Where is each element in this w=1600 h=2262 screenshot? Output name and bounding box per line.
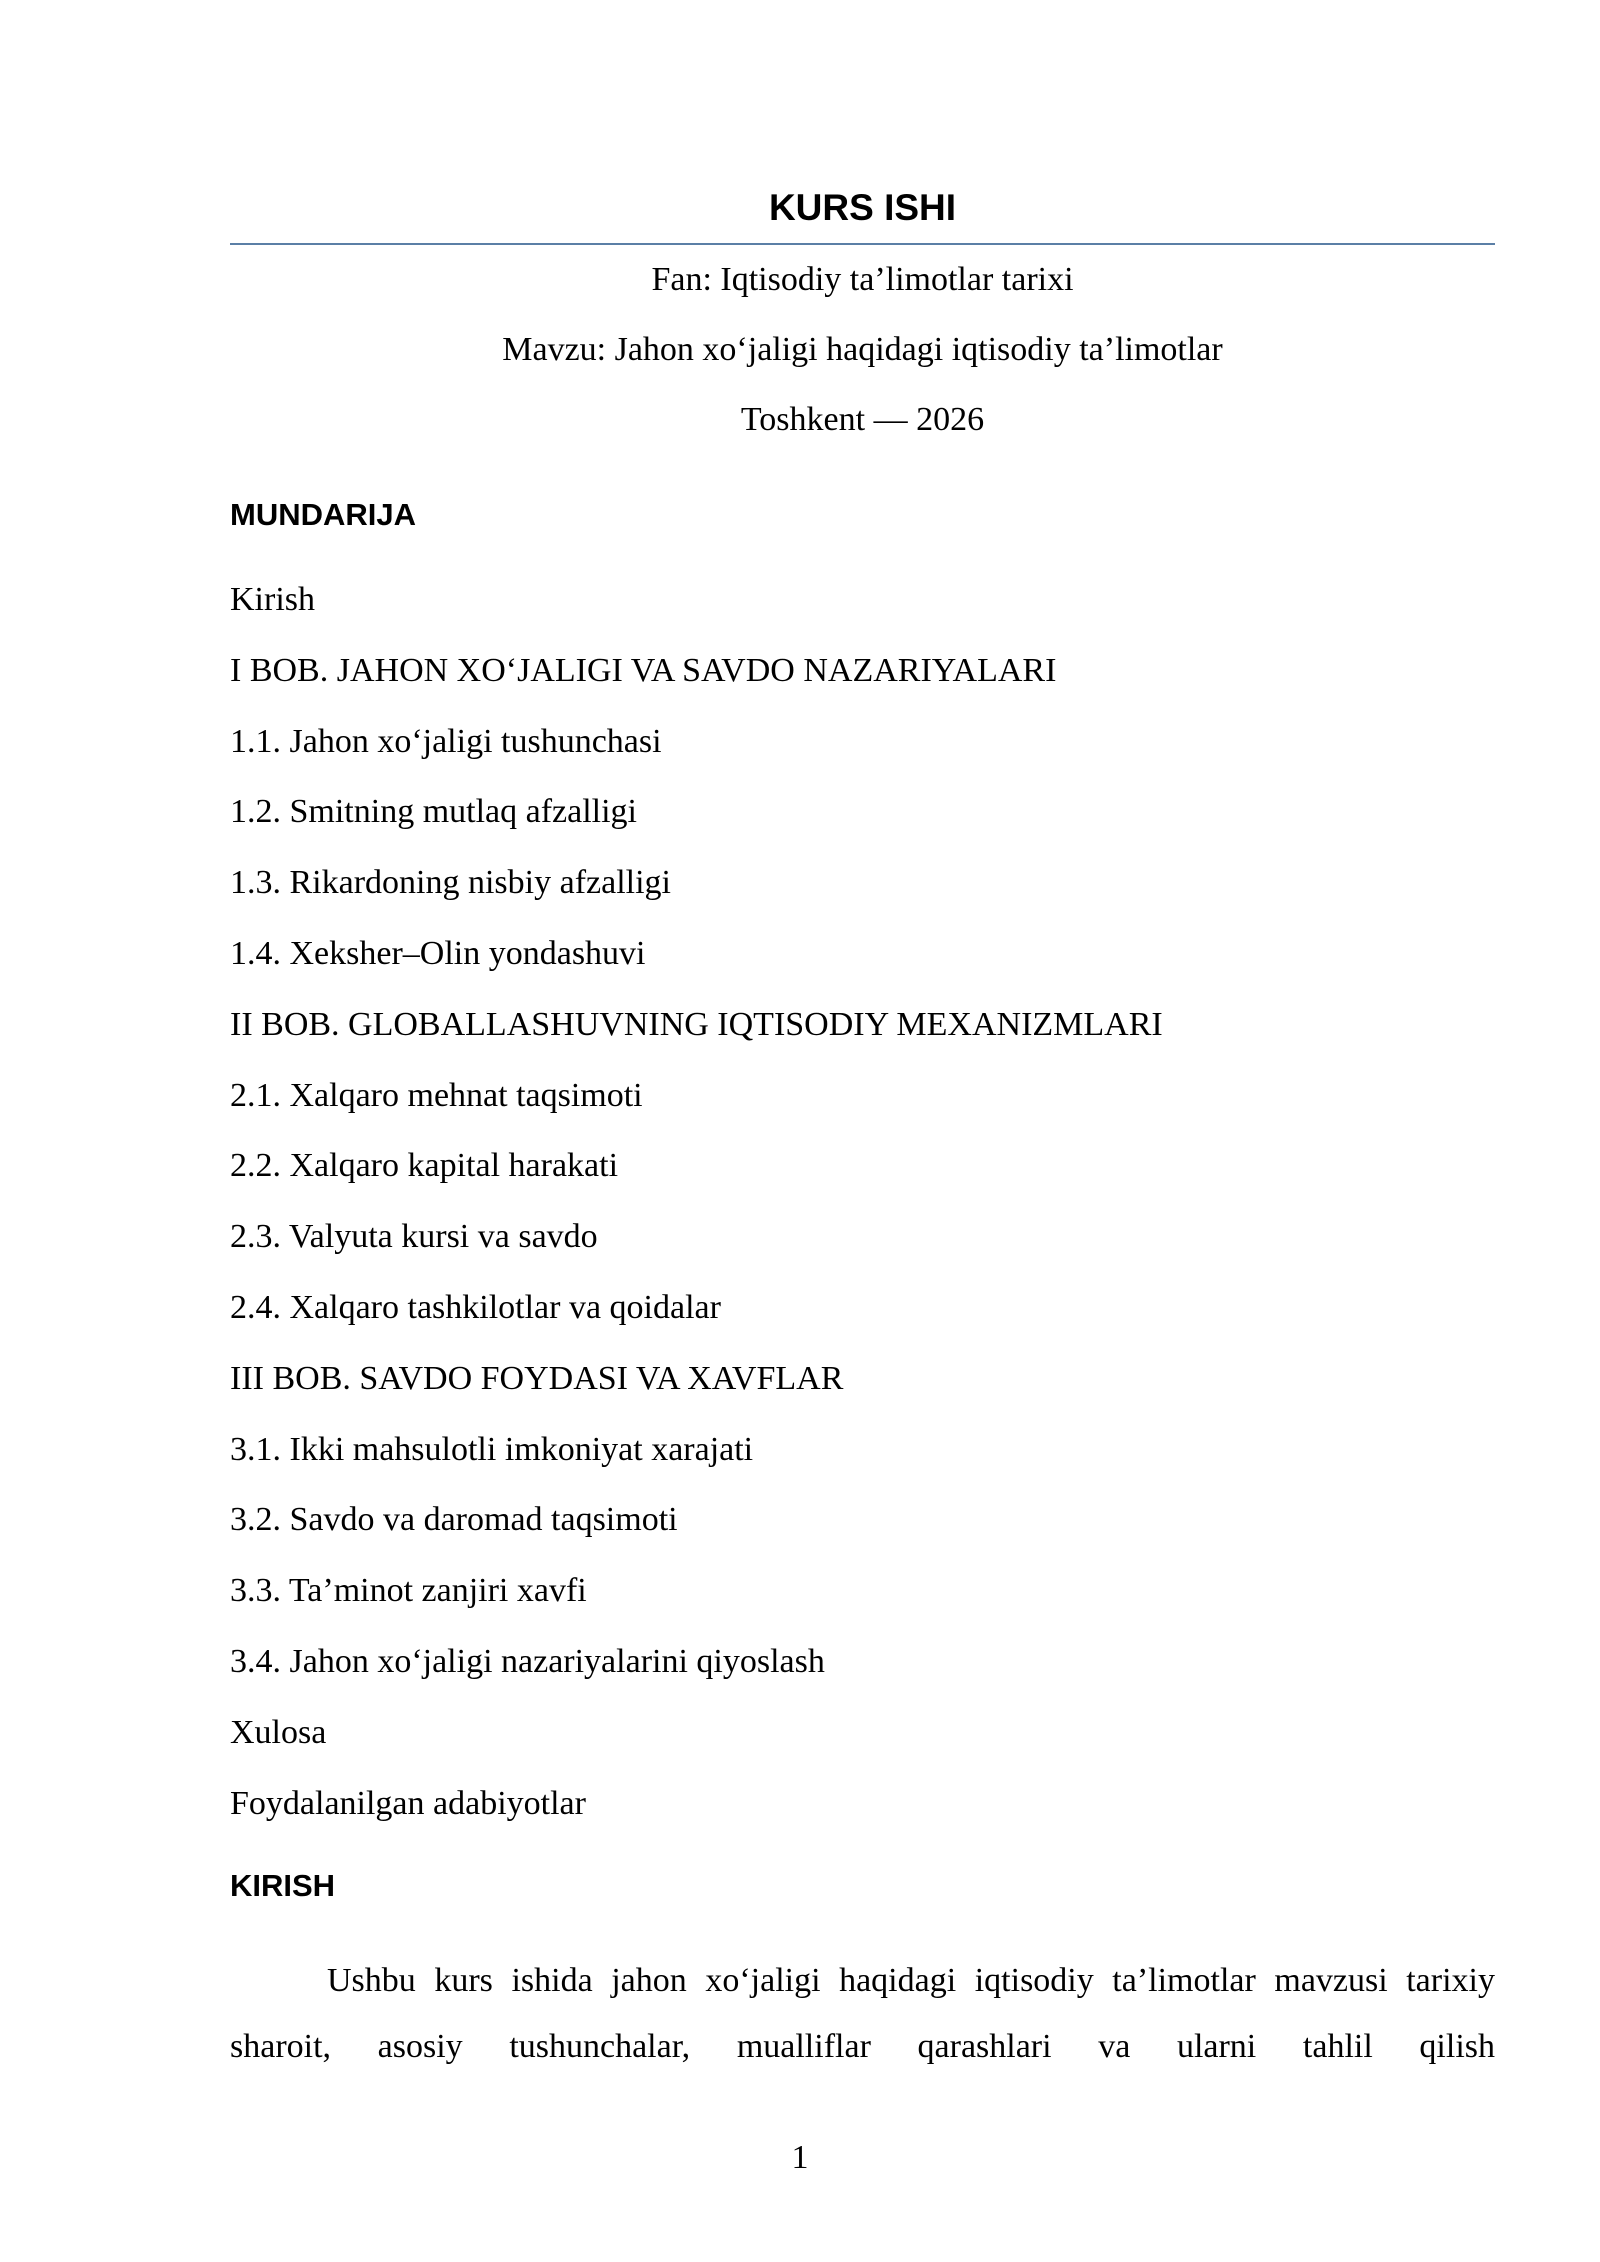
toc-item: I BOB. JAHON XO‘JALIGI VA SAVDO NAZARIYALARI <box>230 651 1057 689</box>
intro-paragraph: Ushbu kurs ishida jahon xo‘jaligi haqidagi iqtisodiy ta’limotlar mavzusi tarixiy sharoit, asosiy tushunchalar, mualliflar qarashlari va ularni tahlil qilish <box>230 1962 1495 2065</box>
toc-item: Foydalanilgan adabiyotlar <box>230 1784 586 1822</box>
page-number: 1 <box>791 2139 809 2176</box>
toc-item: II BOB. GLOBALLASHUVNING IQTISODIY MEXANIZMLARI <box>230 1005 1163 1043</box>
toc-item: Xulosa <box>230 1713 327 1751</box>
topic-line: Mavzu: Jahon xo‘jaligi haqidagi iqtisodiy ta’limotlar <box>502 331 1223 368</box>
title-underline <box>230 243 1495 245</box>
place-year-line: Toshkent — 2026 <box>740 401 985 438</box>
toc-item: 2.3. Valyuta kursi va savdo <box>230 1218 598 1256</box>
intro-heading: KIRISH <box>230 1868 336 1903</box>
toc-item: 3.2. Savdo va daromad taqsimoti <box>230 1501 678 1539</box>
toc-item: 3.4. Jahon xo‘jaligi nazariyalarini qiyoslash <box>230 1642 825 1680</box>
toc-item: 3.3. Ta’minot zanjiri xavfi <box>230 1572 587 1610</box>
toc-item: 1.3. Rikardoning nisbiy afzalligi <box>230 864 671 902</box>
toc-item: 3.1. Ikki mahsulotli imkoniyat xarajati <box>230 1430 754 1468</box>
toc-item: III BOB. SAVDO FOYDASI VA XAVFLAR <box>230 1359 844 1397</box>
toc-heading: MUNDARIJA <box>230 497 416 532</box>
toc-item: 2.4. Xalqaro tashkilotlar va qoidalar <box>230 1288 721 1326</box>
toc-item: 1.1. Jahon xo‘jaligi tushunchasi <box>230 722 662 760</box>
table-of-contents <box>230 570 1163 1844</box>
toc-item: 2.2. Xalqaro kapital harakati <box>230 1147 619 1185</box>
subject-line: Fan: Iqtisodiy ta’limotlar tarixi <box>651 261 1074 298</box>
toc-item: Kirish <box>230 581 315 618</box>
toc-item: 2.1. Xalqaro mehnat taqsimoti <box>230 1076 643 1114</box>
document-title: KURS ISHI <box>768 187 957 228</box>
toc-item: 1.2. Smitning mutlaq afzalligi <box>230 793 638 831</box>
toc-item: 1.4. Xeksher–Olin yondashuvi <box>230 934 646 972</box>
